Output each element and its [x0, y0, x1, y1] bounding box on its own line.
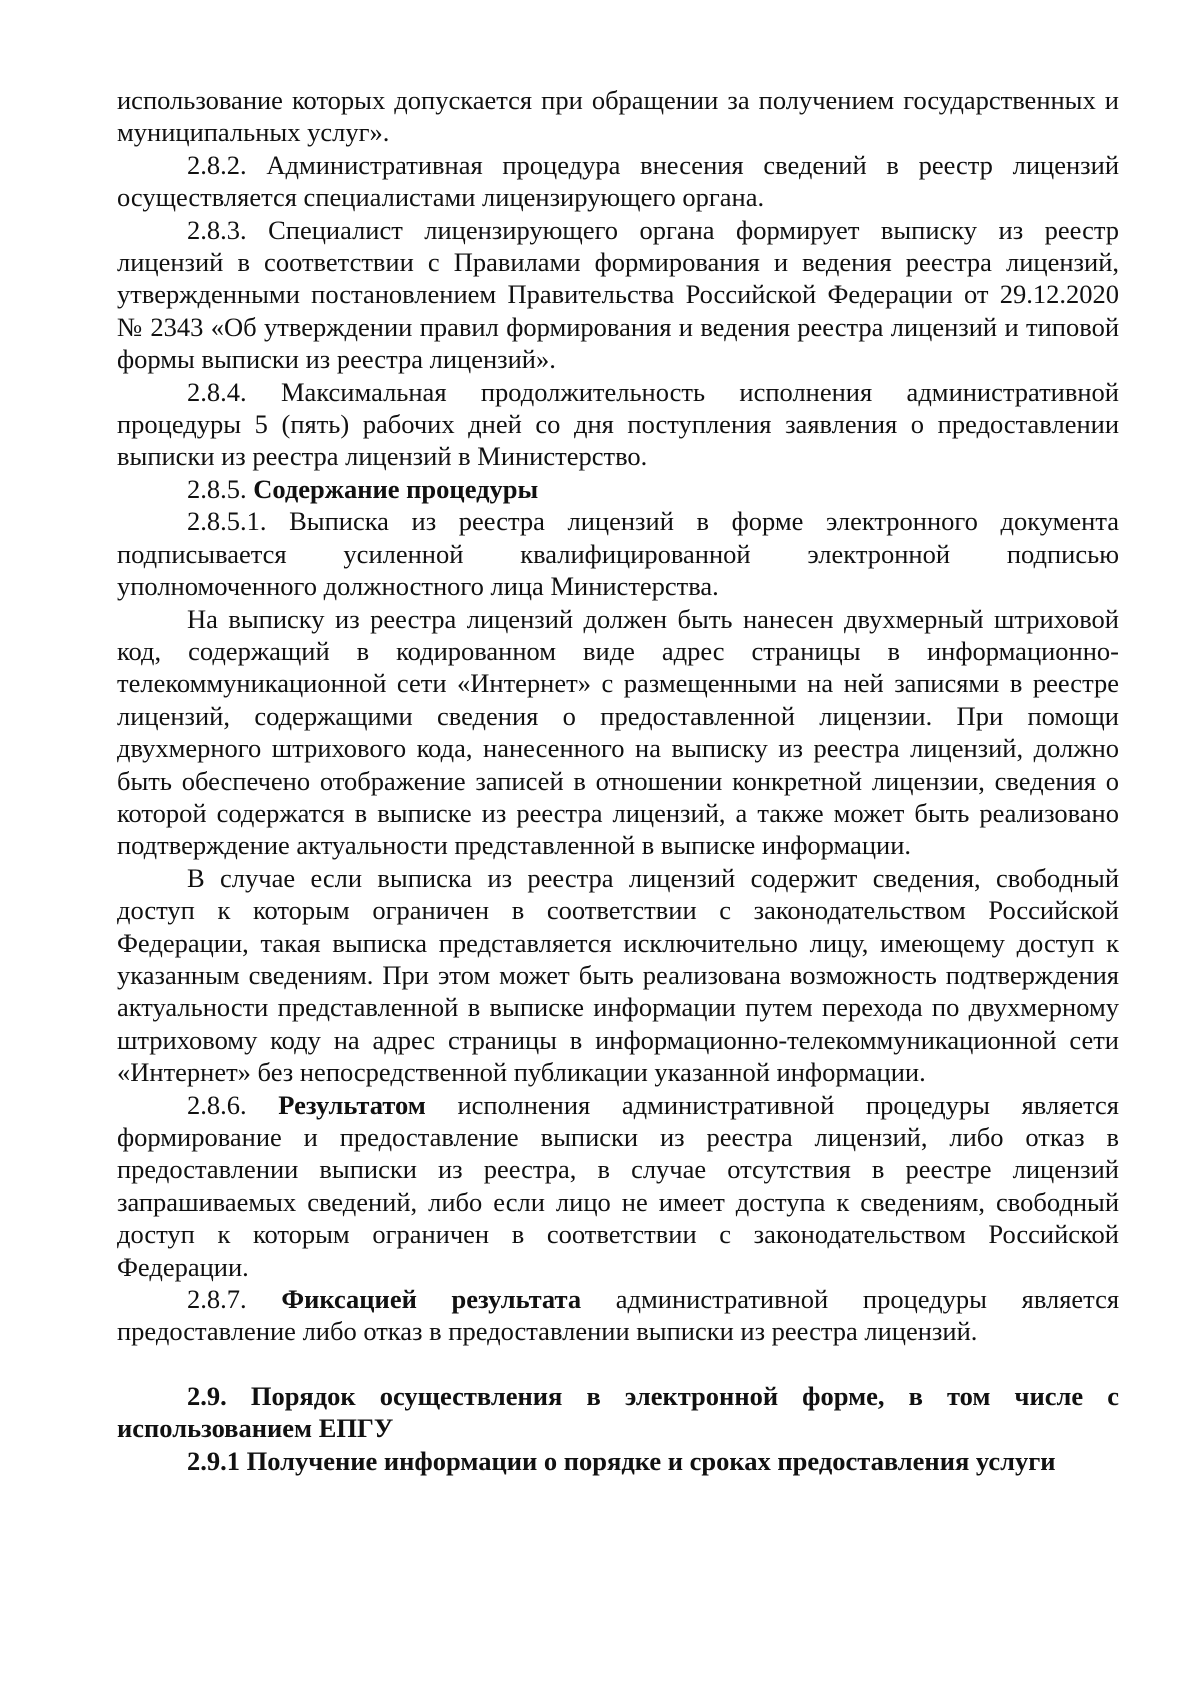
bold-term: Содержание процедуры [253, 473, 539, 504]
paragraph-text: исполнения административной процедуры является формирование и предоставление выписки из реестра лицензий, либо отказ в предоставлении выписки из реестра, в случае отсутствия в реестре лицензий запрашиваемых сведений, либо если лицо не имеет доступа к сведениям, свободный доступ к которым ограничен в соответствии с законодательством Российской Федерации. [117, 1089, 1119, 1282]
paragraph-2-8-5-1: 2.8.5.1. Выписка из реестра лицензий в форме электронного документа подписывается усиленной квалифицированной электронной подписью уполномоченного должностного лица Министерства. [117, 506, 1119, 602]
paragraph-2-8-3: 2.8.3. Специалист лицензирующего органа формирует выписку из реестр лицензий в соответствии с Правилами формирования и ведения реестра лицензий, утвержденными постановлением Правительства Российской Федерации от 29.12.2020 № 2343 «Об утверждении правил формирования и ведения реестра лицензий и типовой формы выписки из реестра лицензий». [117, 214, 1119, 375]
paragraph-2-8-4: 2.8.4. Максимальная продолжительность исполнения административной процедуры 5 (пять) рабочих дней со дня поступления заявления о предоставлении выписки из реестра лицензий в Министерство. [117, 376, 1119, 472]
paragraph-restricted-access: В случае если выписка из реестра лицензий содержит сведения, свободный доступ к которым ограничен в соответствии с законодательством Российской Федерации, такая выписка представляется исключительно лицу, имеющему доступ к указанным сведениям. При этом может быть реализована возможность подтверждения актуальности представленной в выписке информации путем перехода по двухмерному штриховому коду на адрес страницы в информационно-телекоммуникационной сети «Интернет» без непосредственной публикации указанной информации. [117, 862, 1119, 1088]
paragraph-2-8-5 [117, 473, 1119, 505]
subsection-heading-2-9-1: 2.9.1 Получение информации о порядке и сроках предоставления услуги [187, 1445, 1056, 1476]
paragraph-2-8-6 [117, 1089, 1119, 1283]
bold-term: Результатом [278, 1089, 426, 1120]
paragraph-2-8-7 [117, 1283, 1119, 1348]
paragraph-2-8-2: 2.8.2. Административная процедура внесения сведений в реестр лицензий осуществляется специалистами лицензирующего органа. [117, 149, 1119, 213]
paragraph-continuation: использование которых допускается при обращении за получением государственных и муниципальных услуг». [117, 85, 1119, 148]
paragraph-number: 2.8.6. [187, 1089, 279, 1120]
paragraph-number: 2.8.7. [187, 1284, 282, 1315]
document-page [117, 84, 1119, 1477]
paragraph-number: 2.8.5. [187, 473, 254, 504]
section-gap [117, 1348, 1119, 1380]
section-heading-2-9: 2.9. Порядок осуществления в электронной форме, в том числе с использованием ЕПГУ [117, 1380, 1119, 1444]
bold-term: Фиксацией результата [281, 1284, 582, 1315]
paragraph-text: административной процедуры является предоставление либо отказ в предоставлении выписки из реестра лицензий. [117, 1284, 1120, 1347]
paragraph-barcode: На выписку из реестра лицензий должен быть нанесен двухмерный штриховой код, содержащий в кодированном виде адрес страницы в информационно-телекоммуникационной сети «Интернет» с размещенными на ней записями в реестре лицензий, содержащими сведения о предоставленной лицензии. При помощи двухмерного штрихового кода, нанесенного на выписку из реестра лицензий, должно быть обеспечено отображение записей в отношении конкретной лицензии, сведения о которой содержатся в выписке из реестра лицензий, а также может быть реализовано подтверждение актуальности представленной в выписке информации. [117, 603, 1119, 861]
